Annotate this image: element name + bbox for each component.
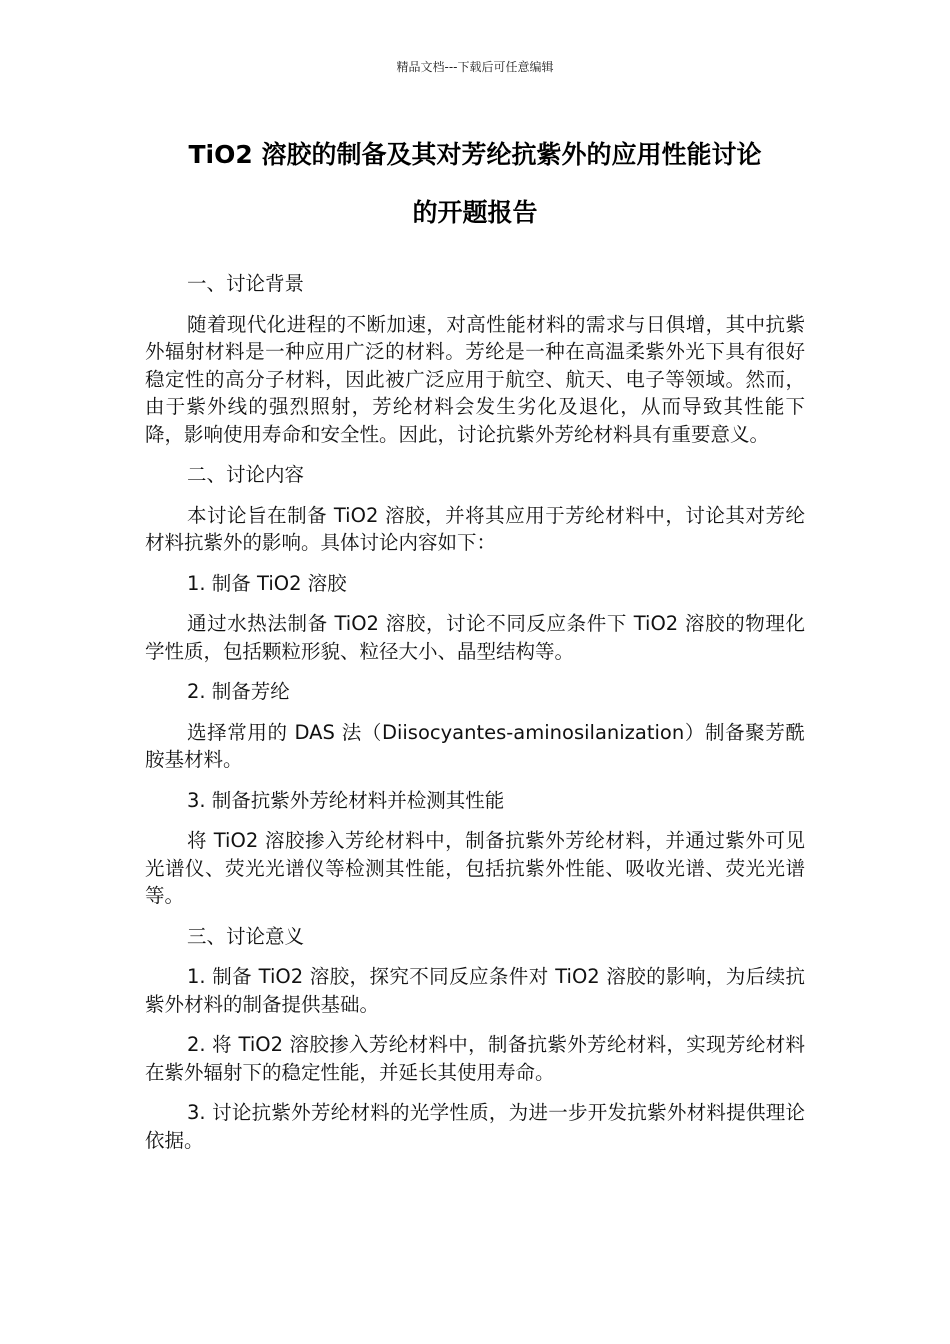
subheading-prepare-uv-aramid: 3. 制备抗紫外芳纶材料并检测其性能 — [187, 788, 505, 812]
paragraph-significance-1: 1. 制备 TiO2 溶胶，探究不同反应条件对 TiO2 溶胶的影响，为后续抗紫外材料的制备提供基础。 — [145, 965, 805, 1016]
section-heading-content: 二、讨论内容 — [187, 463, 305, 486]
document-body — [145, 270, 805, 1167]
section-heading-background: 一、讨论背景 — [187, 272, 305, 295]
paragraph-content-intro: 本讨论旨在制备 TiO2 溶胶，并将其应用于芳纶材料中，讨论其对芳纶材料抗紫外的影响。具体讨论内容如下： — [145, 503, 805, 554]
paragraph-prepare-tio2: 通过水热法制备 TiO2 溶胶，讨论不同反应条件下 TiO2 溶胶的物理化学性质，包括颗粒形貌、粒径大小、晶型结构等。 — [145, 612, 805, 663]
document-title-line-2: 的开题报告 — [412, 198, 538, 227]
subheading-prepare-aramid: 2. 制备芳纶 — [187, 680, 290, 703]
subheading-prepare-tio2: 1. 制备 TiO2 溶胶 — [187, 571, 347, 595]
header-note: 精品文档---下载后可任意编辑 — [396, 60, 554, 74]
paragraph-background: 随着现代化进程的不断加速，对高性能材料的需求与日俱增，其中抗紫外辐射材料是一种应用广泛的材料。芳纶是一种在高温柔紫外光下具有很好稳定性的高分子材料，因此被广泛应用于航空、航天、电子等领域。然而，由于紫外线的强烈照射，芳纶材料会发生劣化及退化，从而导致其性能下降，影响使用寿命和安全性。因此，讨论抗紫外芳纶材料具有重要意义。 — [145, 312, 805, 446]
document-title-line-1: TiO2 溶胶的制备及其对芳纶抗紫外的应用性能讨论 — [188, 140, 762, 169]
section-heading-significance: 三、讨论意义 — [187, 924, 305, 948]
paragraph-significance-2: 2. 将 TiO2 溶胶掺入芳纶材料中，制备抗紫外芳纶材料，实现芳纶材料在紫外辐射下的稳定性能，并延长其使用寿命。 — [145, 1033, 805, 1084]
paragraph-significance-3: 3. 讨论抗紫外芳纶材料的光学性质，为进一步开发抗紫外材料提供理论依据。 — [145, 1101, 805, 1152]
paragraph-prepare-aramid: 选择常用的 DAS 法（Diisocyantes-aminosilanization）制备聚芳酰胺基材料。 — [145, 720, 805, 771]
paragraph-prepare-uv-aramid: 将 TiO2 溶胶掺入芳纶材料中，制备抗紫外芳纶材料，并通过紫外可见光谱仪、荧光光谱仪等检测其性能，包括抗紫外性能、吸收光谱、荧光光谱等。 — [145, 829, 805, 907]
